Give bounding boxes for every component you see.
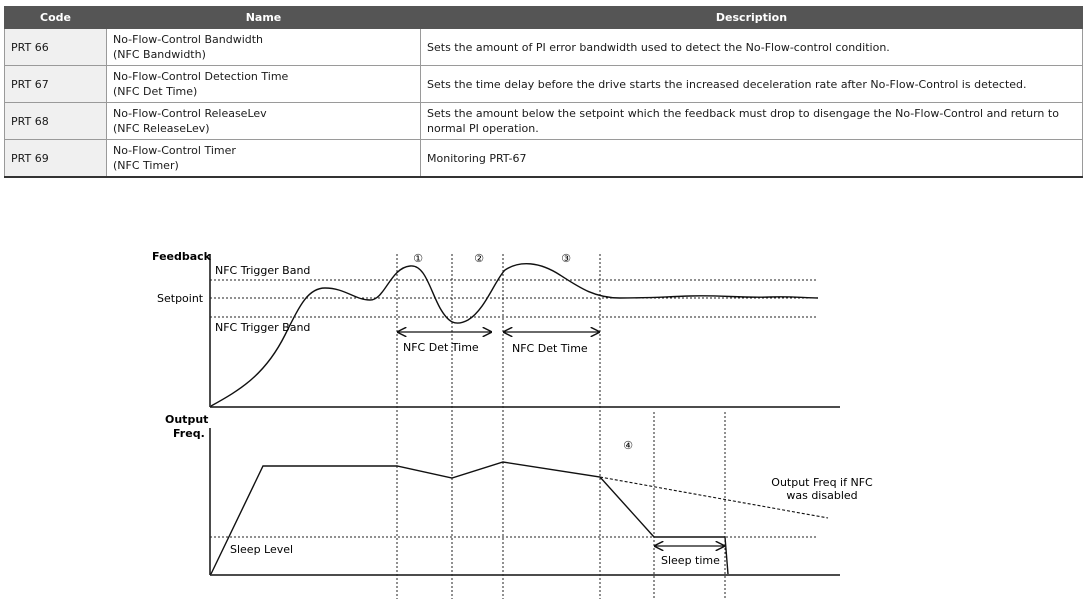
trigger-band-upper-label: NFC Trigger Band [215, 264, 311, 277]
sleep-time-label: Sleep time [661, 554, 720, 567]
cell-code: PRT 67 [5, 66, 107, 103]
cell-description: Sets the amount below the setpoint which the feedback must drop to disengage the No-Flow-Control and return to normal PI operation. [421, 103, 1083, 140]
cell-code: PRT 69 [5, 140, 107, 178]
cell-name [107, 103, 421, 140]
name-primary: No-Flow-Control Timer [113, 144, 236, 157]
sleep-level-label: Sleep Level [230, 543, 294, 556]
trigger-band-lower-label: NFC Trigger Band [215, 321, 311, 334]
name-abbrev: (NFC Det Time) [113, 85, 198, 98]
table-row [5, 66, 1083, 103]
cell-description: Sets the time delay before the drive starts the increased deceleration rate after No-Flow-Control is detected. [421, 66, 1083, 103]
table-row [5, 103, 1083, 140]
feedback-label: Feedback [152, 250, 211, 263]
marker-2: ② [474, 252, 484, 265]
det-time-label-1: NFC Det Time [403, 341, 479, 354]
header-description: Description [421, 7, 1083, 29]
table-row [5, 29, 1083, 66]
output-label: Output [165, 413, 209, 426]
nfc-disabled-label-1: Output Freq if NFC [771, 476, 873, 489]
name-abbrev: (NFC Bandwidth) [113, 48, 206, 61]
cell-code: PRT 68 [5, 103, 107, 140]
cell-name [107, 66, 421, 103]
table-row [5, 140, 1083, 178]
feedback-curve [211, 264, 818, 406]
name-primary: No-Flow-Control Bandwidth [113, 33, 264, 46]
setpoint-label: Setpoint [157, 292, 204, 305]
header-name: Name [107, 7, 421, 29]
cell-name [107, 140, 421, 178]
cell-description: Sets the amount of PI error bandwidth used to detect the No-Flow-control condition. [421, 29, 1083, 66]
marker-3: ③ [561, 252, 571, 265]
header-code: Code [5, 7, 107, 29]
cell-description: Monitoring PRT-67 [421, 140, 1083, 178]
table-header-row [5, 7, 1083, 29]
det-time-label-2: NFC Det Time [512, 342, 588, 355]
name-primary: No-Flow-Control ReleaseLev [113, 107, 267, 120]
name-primary: No-Flow-Control Detection Time [113, 70, 289, 83]
marker-1: ① [413, 252, 423, 265]
nfc-disabled-label-2: was disabled [786, 489, 858, 502]
marker-4: ④ [623, 439, 633, 452]
name-abbrev: (NFC Timer) [113, 159, 179, 172]
parameter-table [4, 6, 1083, 178]
name-abbrev: (NFC ReleaseLev) [113, 122, 210, 135]
nfc-timing-diagram [0, 240, 1085, 599]
freq-label: Freq. [173, 427, 205, 440]
output-freq-curve [211, 462, 728, 574]
cell-code: PRT 66 [5, 29, 107, 66]
cell-name [107, 29, 421, 66]
